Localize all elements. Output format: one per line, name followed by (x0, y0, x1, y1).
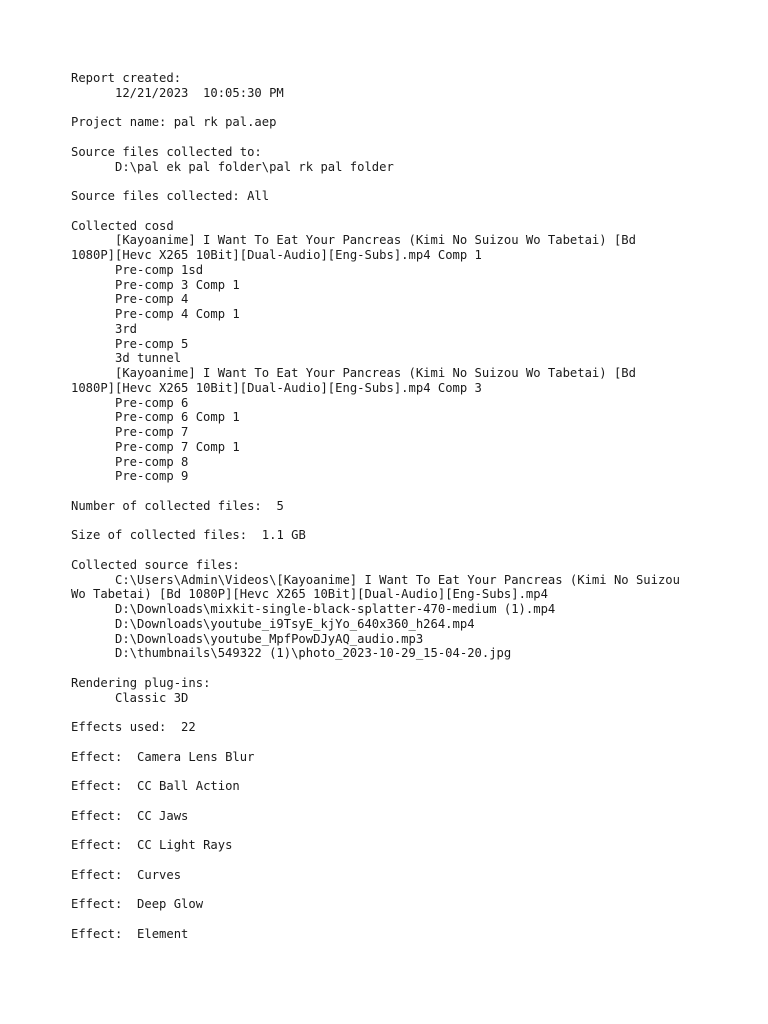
spacer (71, 484, 751, 499)
project-name-line: Project name: pal rk pal.aep (71, 115, 277, 130)
collected-source-file-item: D:\Downloads\youtube_MpfPowDJyAQ_audio.mp3 (115, 631, 424, 646)
effect-line: Effect: Deep Glow (71, 897, 204, 911)
collected-cosd-item: Pre-comp 6 (115, 395, 189, 410)
collected-cosd-item: [Kayoanime] I Want To Eat Your Pancreas (Kimi No Suizou Wo Tabetai) [Bd (115, 233, 636, 248)
collected-to-value: D:\pal ek pal folder\pal rk pal folder (115, 159, 394, 174)
collected-cosd-item: Pre-comp 3 Comp 1 (115, 277, 240, 292)
spacer (71, 764, 751, 779)
spacer (71, 101, 751, 116)
collected-cosd-item: Pre-comp 6 Comp 1 (115, 410, 240, 425)
spacer (71, 735, 751, 750)
collected-cosd-item: 3rd (115, 321, 138, 336)
effect-line: Effect: Element (71, 926, 189, 941)
effects-used-line: Effects used: 22 (71, 720, 196, 734)
spacer (71, 543, 751, 558)
source-files-collected-line: Source files collected: All (71, 189, 270, 203)
number-of-files-line: Number of collected files: 5 (71, 498, 284, 513)
spacer (71, 661, 751, 676)
collected-source-files-list (71, 573, 751, 662)
rendering-plugins-label: Rendering plug-ins: (71, 675, 211, 690)
effect-line: Effect: Curves (71, 867, 182, 882)
spacer (71, 882, 751, 897)
rendering-plugins-value: Classic 3D (115, 690, 189, 705)
collected-cosd-item: Pre-comp 9 (115, 469, 189, 484)
spacer (71, 174, 751, 189)
collected-cosd-item: Pre-comp 7 (115, 425, 189, 439)
collected-cosd-label: Collected cosd (71, 218, 174, 233)
collected-source-file-item: C:\Users\Admin\Videos\[Kayoanime] I Want To Eat Your Pancreas (Kimi No Suizou (115, 572, 680, 587)
report-created-value: 12/21/2023 10:05:30 PM (115, 85, 284, 100)
collected-source-file-item: Wo Tabetai) [Bd 1080P][Hevc X265 10Bit][Dual-Audio][Eng-Subs].mp4 (71, 587, 548, 602)
spacer (71, 514, 751, 529)
spacer (71, 204, 751, 219)
collected-source-file-item: D:\Downloads\mixkit-single-black-splatter-470-medium (1).mp4 (115, 602, 556, 616)
effect-line: Effect: CC Ball Action (71, 779, 240, 793)
collected-cosd-item: 3d tunnel (115, 351, 182, 366)
collected-cosd-item: Pre-comp 4 (115, 292, 189, 307)
effect-line: Effect: Camera Lens Blur (71, 749, 255, 764)
effect-line: Effect: CC Light Rays (71, 838, 233, 852)
collected-cosd-item: 1080P][Hevc X265 10Bit][Dual-Audio][Eng-Subs].mp4 Comp 3 (71, 380, 482, 395)
collected-cosd-item: [Kayoanime] I Want To Eat Your Pancreas (Kimi No Suizou Wo Tabetai) [Bd (115, 366, 636, 380)
collected-cosd-item: Pre-comp 7 Comp 1 (115, 439, 240, 454)
collected-cosd-item: Pre-comp 4 Comp 1 (115, 307, 240, 321)
effects-list (71, 750, 751, 942)
spacer (71, 794, 751, 809)
spacer (71, 130, 751, 145)
collected-cosd-item: Pre-comp 5 (115, 336, 189, 351)
collected-cosd-item: Pre-comp 8 (115, 454, 189, 469)
effect-line: Effect: CC Jaws (71, 808, 189, 823)
collected-source-file-item: D:\Downloads\youtube_i9TsyE_kjYo_640x360_h264.mp4 (115, 616, 475, 631)
report-page (71, 71, 751, 941)
report-created-label: Report created: (71, 71, 182, 85)
collected-source-files-label: Collected source files: (71, 557, 240, 572)
collected-cosd-item: Pre-comp 1sd (115, 262, 204, 277)
size-of-files-line: Size of collected files: 1.1 GB (71, 528, 306, 543)
spacer (71, 823, 751, 838)
collected-to-label: Source files collected to: (71, 144, 262, 159)
collected-cosd-item: 1080P][Hevc X265 10Bit][Dual-Audio][Eng-Subs].mp4 Comp 1 (71, 248, 482, 262)
collected-source-file-item: D:\thumbnails\549322 (1)\photo_2023-10-29_15-04-20.jpg (115, 646, 512, 661)
collected-cosd-list (71, 233, 751, 484)
spacer (71, 705, 751, 720)
spacer (71, 853, 751, 868)
spacer (71, 912, 751, 927)
